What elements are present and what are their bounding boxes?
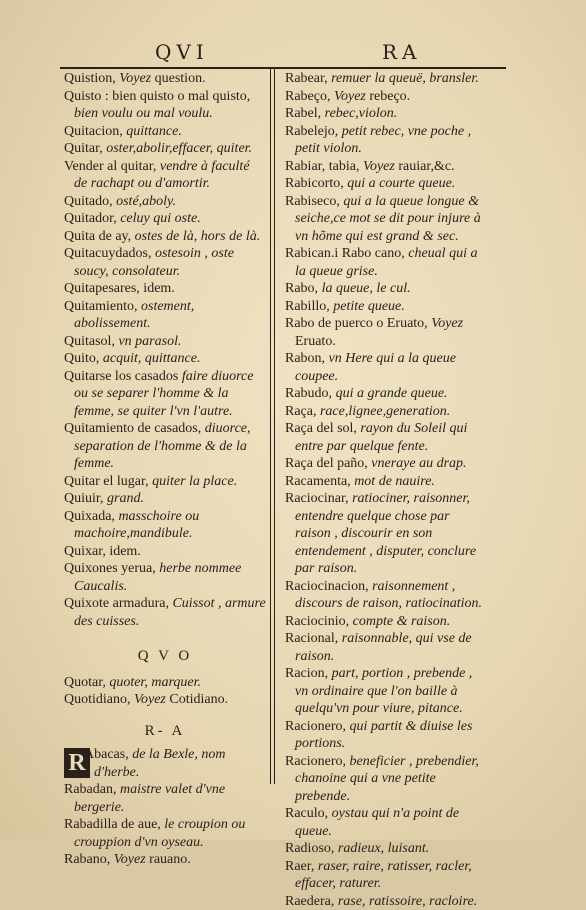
entry-definition: maistre valet d'vne bergerie.: [74, 782, 225, 815]
entry-headword: Rabon,: [285, 351, 329, 366]
entry-definition: vendre à faculté de rachapt ou d'amortir.: [74, 159, 250, 192]
ra-entries: [64, 746, 266, 869]
column-divider: [274, 68, 275, 784]
entry-definition: ostement, abolissement.: [74, 299, 194, 332]
dictionary-entry: [64, 333, 266, 351]
entry-definition: Voyez: [114, 852, 146, 867]
entry-headword: Raça del sol,: [285, 421, 360, 436]
entry-headword: Raça,: [285, 404, 320, 419]
dictionary-entry: [64, 70, 266, 88]
entry-definition: herbe nommee Caucalis.: [74, 561, 241, 594]
dictionary-entry: [64, 140, 266, 158]
entry-headword: Racionero,: [285, 754, 350, 769]
entry-headword: Rabeço,: [285, 89, 334, 104]
dictionary-entry: [285, 858, 485, 893]
entry-headword: Radioso,: [285, 841, 338, 856]
ra-entries-right: [285, 70, 485, 910]
entry-headword: Rabadilla de aue,: [64, 817, 164, 832]
entry-headword: Quixar, idem.: [64, 544, 141, 559]
entry-definition: de la Bexle, nom d'herbe.: [94, 747, 226, 780]
dictionary-entry: [285, 175, 485, 193]
entry-definition: Voyez: [431, 316, 463, 331]
entry-headword: Raculo,: [285, 806, 332, 821]
entry-definition: vn parasol.: [118, 334, 181, 349]
dictionary-entry: [64, 350, 266, 368]
entry-headword: Rabo,: [285, 281, 322, 296]
entry-tail: question.: [151, 71, 205, 86]
dictionary-entry: [64, 746, 266, 781]
dictionary-entry: [64, 490, 266, 508]
entry-definition: part, portion , prebende , vn ordinaire que l'on baille à quelqu'vn pour viure, pitance.: [295, 666, 472, 716]
entry-headword: Quitador,: [64, 211, 120, 226]
dictionary-entry: [285, 473, 485, 491]
entry-headword: Raedera,: [285, 894, 338, 909]
dictionary-entry: [285, 385, 485, 403]
dictionary-entry: [64, 228, 266, 246]
dictionary-entry: [64, 368, 266, 421]
section-heading-qvo: Q V O: [64, 648, 266, 666]
entry-definition: beneficier , prebendier, chanoine qui a vne petite prebende.: [295, 754, 479, 804]
entry-definition: radieux, luisant.: [338, 841, 429, 856]
entry-definition: vn Here qui a la queue coupee.: [295, 351, 456, 384]
entry-headword: Racional,: [285, 631, 342, 646]
dictionary-entry: [285, 613, 485, 631]
entry-definition: celuy qui oste.: [120, 211, 200, 226]
entry-definition: la queue, le cul.: [322, 281, 411, 296]
entry-definition: remuer la queuë, bransler.: [331, 71, 479, 86]
entry-definition: qui a grande queue.: [336, 386, 448, 401]
entry-definition: oystau qui n'a point de queue.: [295, 806, 459, 839]
dictionary-entry: [285, 420, 485, 455]
entry-headword: Quitar,: [64, 141, 106, 156]
entry-definition: diuorce, separation de l'homme & de la femme.: [74, 421, 251, 471]
entry-definition: petit rebec, vne poche , petit violon.: [295, 124, 471, 157]
entry-definition: osté,aboly.: [116, 194, 176, 209]
entry-definition: ratiociner, raisonner, entendre quelque chose par raison , discourir en son entendement , disputer, conclure par raison.: [295, 491, 476, 576]
entry-headword: Rabudo,: [285, 386, 336, 401]
entry-definition: ostes de là, hors de là.: [135, 229, 261, 244]
entry-definition: grand.: [107, 491, 144, 506]
entry-definition: ostesoin , oste soucy, consolateur.: [74, 246, 234, 279]
entry-headword: Racion,: [285, 666, 332, 681]
dictionary-entry: [64, 674, 266, 692]
dictionary-entry: [64, 473, 266, 491]
dictionary-entry: [64, 88, 266, 123]
entry-headword: Rabiar, tabia,: [285, 159, 363, 174]
entry-headword: Quitado,: [64, 194, 116, 209]
entry-definition: quittance.: [126, 124, 182, 139]
entry-headword: Racionero,: [285, 719, 350, 734]
dictionary-entry: [64, 851, 266, 869]
header-rule: [60, 67, 506, 69]
entry-headword: Rabelejo,: [285, 124, 342, 139]
entry-definition: bien voulu ou mal voulu.: [74, 106, 213, 121]
entry-headword: Rabear,: [285, 71, 331, 86]
entry-headword: Quitacion,: [64, 124, 126, 139]
entry-headword: Quito,: [64, 351, 103, 366]
dictionary-entry: [64, 420, 266, 473]
dropcap-initial: R: [64, 748, 90, 778]
entry-definition: qui a la queue longue & seiche,ce mot se dit pour injure à vn hõme qui est grand & sec.: [295, 194, 481, 244]
entry-definition: vneraye au drap.: [371, 456, 466, 471]
dictionary-entry: [285, 350, 485, 385]
dictionary-entry: [285, 455, 485, 473]
dictionary-entry: [285, 578, 485, 613]
dictionary-entry: [64, 193, 266, 211]
entry-headword: Quitacuydados,: [64, 246, 155, 261]
dictionary-entry: [64, 123, 266, 141]
entry-headword: Rabillo,: [285, 299, 333, 314]
entry-tail: Eruato.: [295, 334, 336, 349]
entry-headword: Rabicorto,: [285, 176, 347, 191]
entry-definition: raser, raire, ratisser, racler, effacer, raturer.: [295, 859, 472, 892]
entry-definition: petite queue.: [333, 299, 405, 314]
running-header: [60, 40, 506, 70]
dictionary-entry: [285, 158, 485, 176]
entry-headword: Quotar,: [64, 675, 109, 690]
qvo-entries: [64, 674, 266, 709]
entry-definition: quoter, marquer.: [109, 675, 201, 690]
entry-definition: le croupion ou crouppion d'vn oyseau.: [74, 817, 245, 850]
entry-headword: Raciocinar,: [285, 491, 352, 506]
entry-headword: Quiuir,: [64, 491, 107, 506]
entry-definition: acquit, quittance.: [103, 351, 201, 366]
entry-headword: Raça del paño,: [285, 456, 371, 471]
dictionary-entry: [64, 298, 266, 333]
dictionary-entry: [64, 595, 266, 630]
entry-headword: Quitasol,: [64, 334, 118, 349]
entry-definition: Voyez: [334, 89, 366, 104]
dictionary-entry: [285, 88, 485, 106]
dictionary-entry: [285, 665, 485, 718]
entry-headword: Quixada,: [64, 509, 118, 524]
section-heading-ra: R- A: [64, 723, 266, 741]
entry-definition: rase, ratissoire, racloire.: [338, 894, 477, 909]
entry-definition: rayon du Soleil qui entre par quelque fente.: [295, 421, 467, 454]
entry-headword: Quixones yerua,: [64, 561, 159, 576]
entry-headword: Quisto : bien quisto o mal quisto,: [64, 89, 250, 104]
entry-tail: Cotidiano.: [166, 692, 228, 707]
entry-headword: Quotidiano,: [64, 692, 134, 707]
qvi-entries: [64, 70, 266, 630]
dictionary-entry: [285, 298, 485, 316]
dictionary-entry: [285, 403, 485, 421]
entry-tail: rebeço.: [366, 89, 410, 104]
entry-headword: Raciocinacion,: [285, 579, 372, 594]
entry-headword: Vender al quitar,: [64, 159, 160, 174]
entry-definition: rebec,violon.: [325, 106, 398, 121]
entry-definition: faire diuorce ou se separer l'homme & la femme, se quiter l'vn l'autre.: [74, 369, 253, 419]
entry-headword: Rabo de puerco o Eruato,: [285, 316, 431, 331]
dictionary-entry: [285, 490, 485, 578]
dictionary-entry: [285, 893, 485, 910]
entry-headword: Raciocinio,: [285, 614, 353, 629]
entry-definition: Voyez: [363, 159, 395, 174]
entry-headword: Rabiseco,: [285, 194, 343, 209]
entry-headword: Quitamiento,: [64, 299, 141, 314]
dictionary-entry: [285, 280, 485, 298]
dictionary-entry: [285, 840, 485, 858]
dictionary-entry: [285, 753, 485, 806]
entry-definition: oster,abolir,effacer, quiter.: [106, 141, 252, 156]
dictionary-entry: [64, 816, 266, 851]
dictionary-entry: [285, 245, 485, 280]
entry-headword: Quixote armadura,: [64, 596, 172, 611]
entry-definition: cheual qui a la queue grise.: [295, 246, 477, 279]
entry-headword: Raer,: [285, 859, 318, 874]
dictionary-entry: [64, 280, 266, 298]
dictionary-entry: [285, 805, 485, 840]
entry-headword: Rabican.i Rabo cano,: [285, 246, 408, 261]
entry-definition: quiter la place.: [152, 474, 237, 489]
entry-definition: race,lignee,generation.: [320, 404, 450, 419]
entry-definition: raisonnement , discours de raison, ratiocination.: [295, 579, 482, 612]
entry-headword: Rabadan,: [64, 782, 120, 797]
entry-tail: rauano.: [146, 852, 191, 867]
dictionary-entry: [285, 123, 485, 158]
entry-definition: compte & raison.: [353, 614, 451, 629]
dictionary-entry: [64, 543, 266, 561]
dictionary-entry: [285, 630, 485, 665]
entry-headword: Abacas,: [84, 747, 132, 762]
entry-tail: rauiar,&c.: [395, 159, 455, 174]
dictionary-entry: [64, 560, 266, 595]
entry-definition: Cuissot , armure des cuisses.: [74, 596, 266, 629]
left-column: [64, 70, 266, 869]
dictionary-entry: [285, 315, 485, 350]
right-column: [285, 70, 485, 910]
entry-definition: Voyez: [134, 692, 166, 707]
dictionary-entry: [64, 245, 266, 280]
entry-headword: Rabel,: [285, 106, 325, 121]
entry-definition: masschoire ou machoire,mandibule.: [74, 509, 199, 542]
entry-definition: qui a courte queue.: [347, 176, 455, 191]
entry-headword: Quita de ay,: [64, 229, 135, 244]
dictionary-entry: [285, 105, 485, 123]
entry-headword: Quistion,: [64, 71, 119, 86]
entry-definition: Voyez: [119, 71, 151, 86]
dictionary-entry: [285, 718, 485, 753]
entry-definition: raisonnable, qui vse de raison.: [295, 631, 472, 664]
entry-headword: Rabano,: [64, 852, 114, 867]
entry-definition: mot de nauire.: [354, 474, 435, 489]
entry-headword: Quitamiento de casados,: [64, 421, 205, 436]
column-divider: [270, 68, 271, 784]
entry-definition: qui partit & diuise les portions.: [295, 719, 472, 752]
dictionary-entry: [285, 193, 485, 246]
dictionary-entry: [64, 781, 266, 816]
entry-headword: Racamenta,: [285, 474, 354, 489]
header-left: QVI: [155, 40, 209, 64]
entry-headword: Quitarse los casados: [64, 369, 182, 384]
entry-headword: Quitar el lugar,: [64, 474, 152, 489]
entry-headword: Quitapesares, idem.: [64, 281, 175, 296]
dictionary-entry: [64, 158, 266, 193]
dictionary-entry: [64, 210, 266, 228]
dictionary-entry: [64, 691, 266, 709]
header-right: RA: [382, 40, 422, 64]
dictionary-entry: [285, 70, 485, 88]
dictionary-entry: [64, 508, 266, 543]
